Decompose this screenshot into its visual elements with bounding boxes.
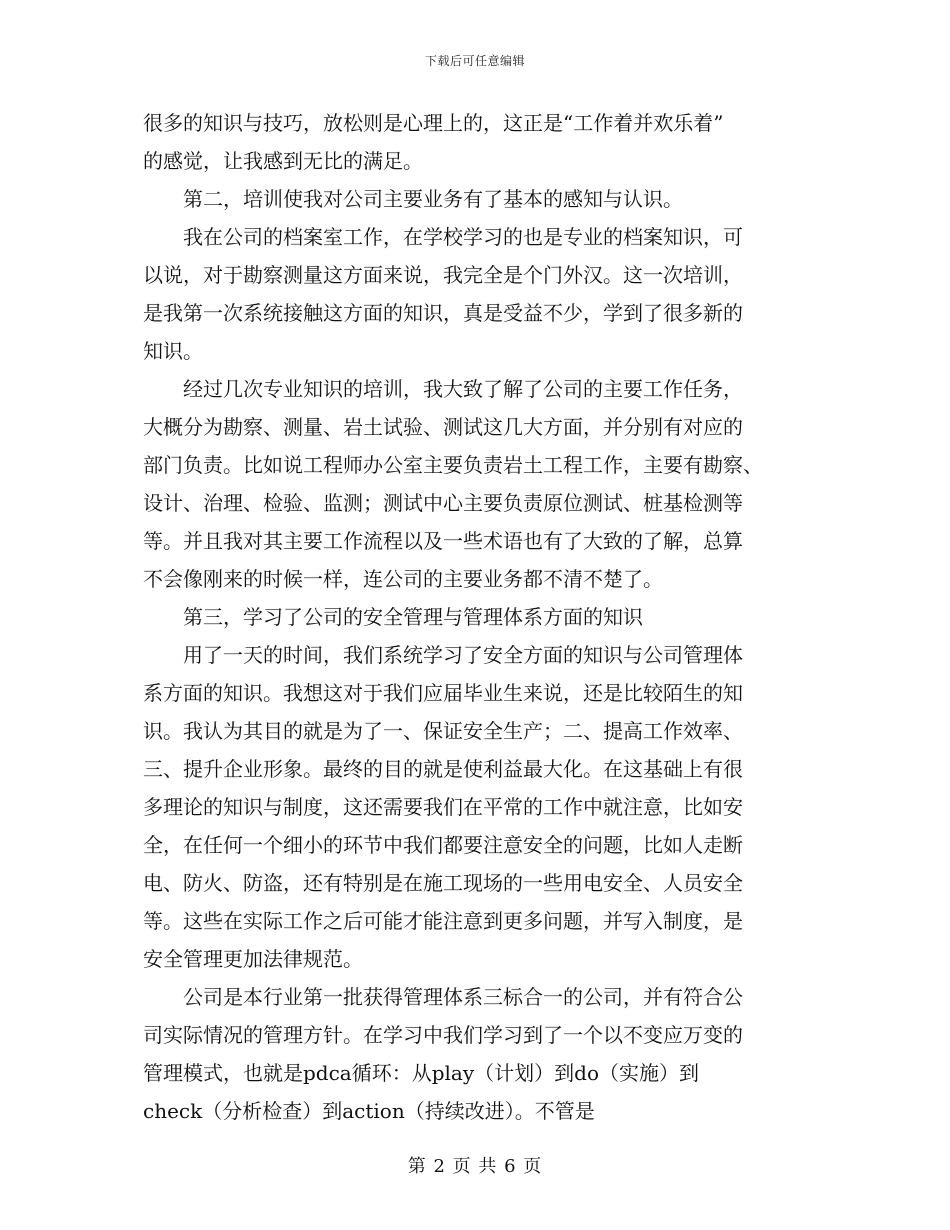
text-line: 不会像刚来的时候一样，连公司的主要业务都不清不楚了。: [143, 567, 663, 591]
text-line: 识。我认为其目的就是为了一、保证安全生产；二、提高工作效率、: [143, 719, 743, 743]
text-line: 的感觉，让我感到无比的满足。: [143, 149, 423, 173]
text-line: 等。这些在实际工作之后可能才能注意到更多问题，并写入制度，是: [143, 909, 743, 933]
text-line: 等。并且我对其主要工作流程以及一些术语也有了大致的了解，总算: [143, 529, 743, 553]
text-line: 知识。: [143, 339, 203, 363]
text-line: 很多的知识与技巧，放松则是心理上的，这正是“工作着并欢乐着”: [143, 111, 724, 135]
text-line: 部门负责。比如说工程师办公室主要负责岩土工程工作，主要有勘察、: [143, 453, 763, 477]
text-line: 三、提升企业形象。最终的目的就是使利益最大化。在这基础上有很: [143, 757, 743, 781]
text-line: 司实际情况的管理方针。在学习中我们学习到了一个以不变应万变的: [143, 1023, 743, 1047]
text-line: 系方面的知识。我想这对于我们应届毕业生来说，还是比较陌生的知: [143, 681, 743, 705]
page-header: 下载后可任意编辑: [424, 54, 525, 68]
text-line: 大概分为勘察、测量、岩土试验、测试这几大方面，并分别有对应的: [143, 415, 743, 439]
text-line: 全，在任何一个细小的环节中我们都要注意安全的问题，比如人走断: [143, 833, 743, 857]
text-line: 管理模式，也就是pdca循环：从play（计划）到do（实施）到: [143, 1061, 699, 1085]
document-body: [143, 104, 811, 1130]
text-line: 是我第一次系统接触这方面的知识，真是受益不少，学到了很多新的: [143, 301, 743, 325]
text-line: 第三，学习了公司的安全管理与管理体系方面的知识: [183, 605, 643, 629]
text-line: 第二，培训使我对公司主要业务有了基本的感知与认识。: [183, 187, 683, 211]
text-line: 经过几次专业知识的培训，我大致了解了公司的主要工作任务，: [183, 377, 743, 401]
text-line: 安全管理更加法律规范。: [143, 947, 363, 971]
text-line: 电、防火、防盗，还有特别是在施工现场的一些用电安全、人员安全: [143, 871, 743, 895]
text-line: 多理论的知识与制度，这还需要我们在平常的工作中就注意，比如安: [143, 795, 743, 819]
page-number: 第 2 页 共 6 页: [407, 1156, 543, 1177]
text-line: 以说，对于勘察测量这方面来说，我完全是个门外汉。这一次培训，: [143, 263, 743, 287]
text-line: 公司是本行业第一批获得管理体系三标合一的公司，并有符合公: [183, 985, 743, 1009]
text-line: 我在公司的档案室工作，在学校学习的也是专业的档案知识，可: [183, 225, 743, 249]
text-line: 用了一天的时间，我们系统学习了安全方面的知识与公司管理体: [183, 643, 743, 667]
text-line: 设计、治理、检验、监测；测试中心主要负责原位测试、桩基检测等: [143, 491, 743, 515]
text-line: check（分析检查）到action（持续改进）。不管是: [143, 1099, 595, 1123]
